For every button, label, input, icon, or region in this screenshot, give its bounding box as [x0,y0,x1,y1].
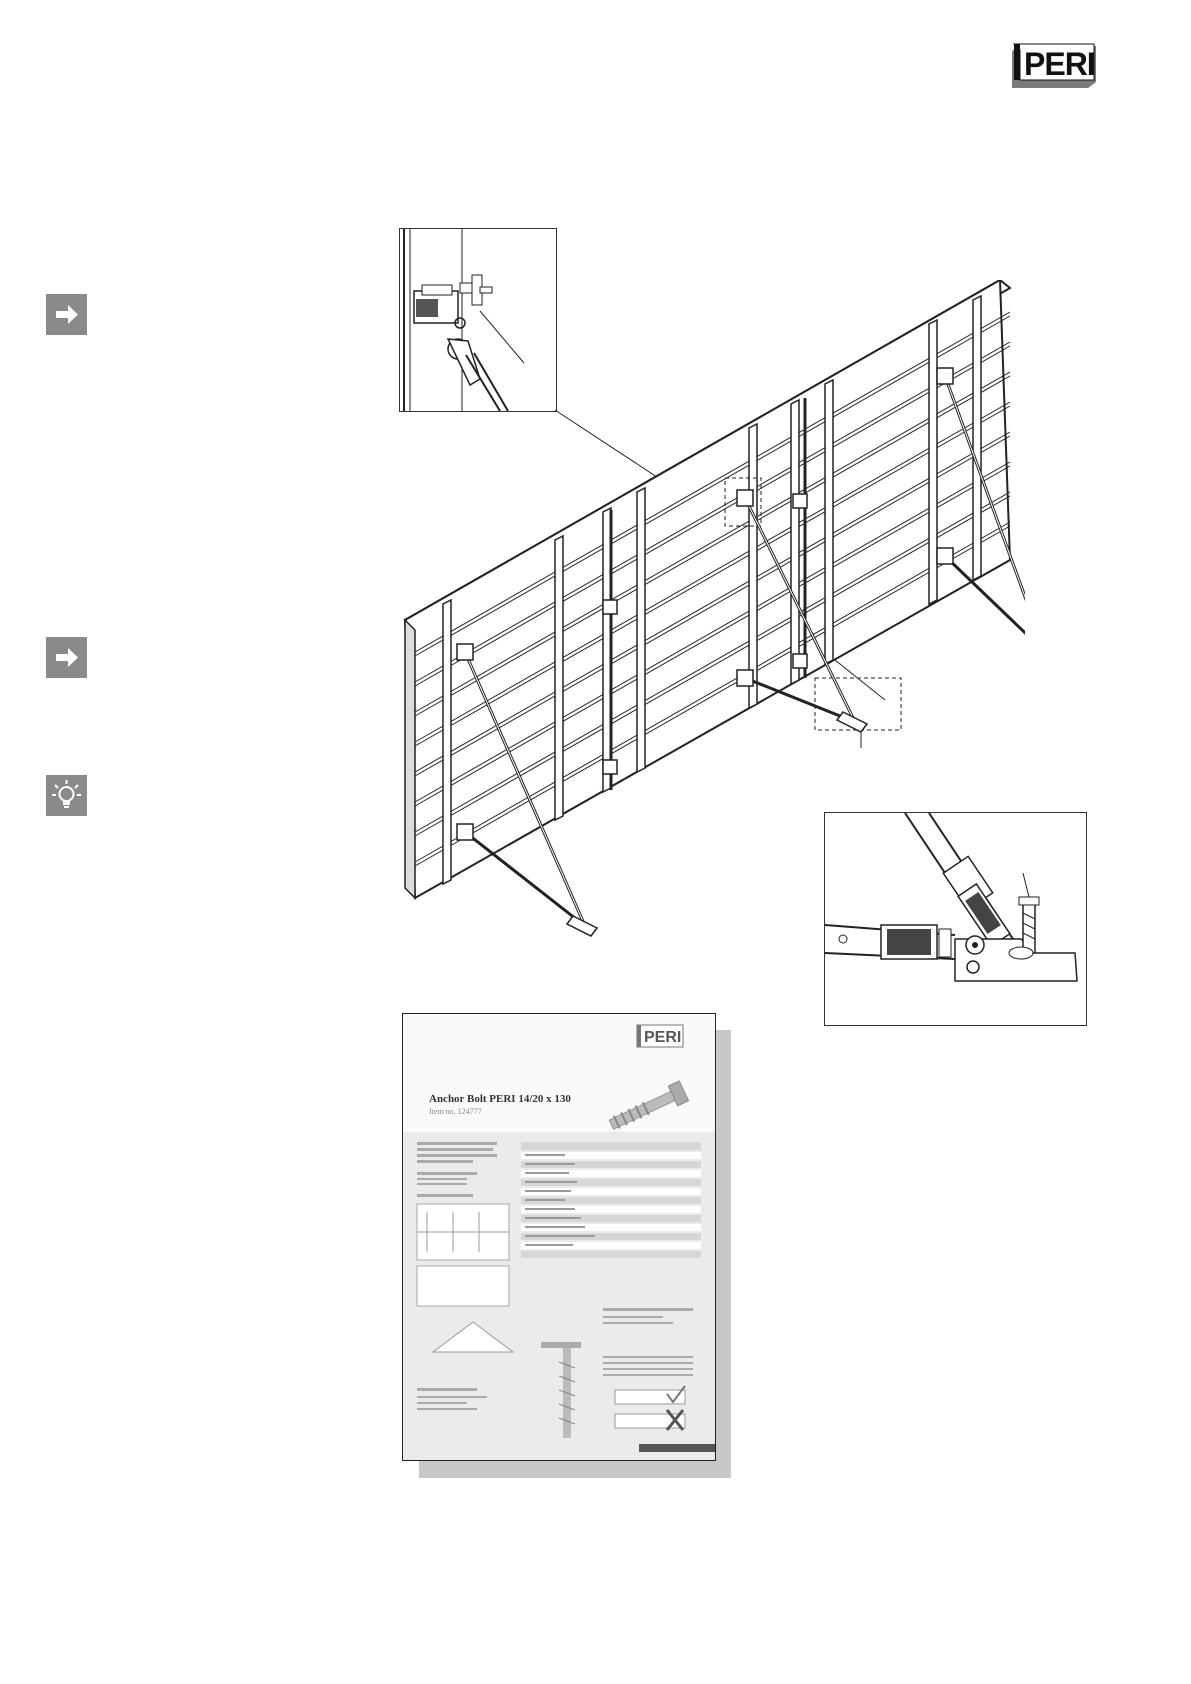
datasheet-peri-logo [636,1024,684,1048]
peri-logo-text: PERI [1024,46,1095,82]
anchor-bolt-image [599,1078,699,1134]
lightbulb-icon [46,775,87,816]
datasheet-title: Anchor Bolt PERI 14/20 x 130 [429,1093,571,1105]
anchor-bolt-datasheet [402,1013,716,1461]
anchor-detail-view [824,812,1087,1026]
arrow-right-icon [46,637,87,678]
datasheet-logo-text: PERI [644,1029,682,1046]
arrow-right-icon [46,294,87,335]
peri-logo [1010,42,1098,90]
datasheet-item-number: Item no. 124777 [429,1107,482,1116]
datasheet-content [403,1132,715,1460]
